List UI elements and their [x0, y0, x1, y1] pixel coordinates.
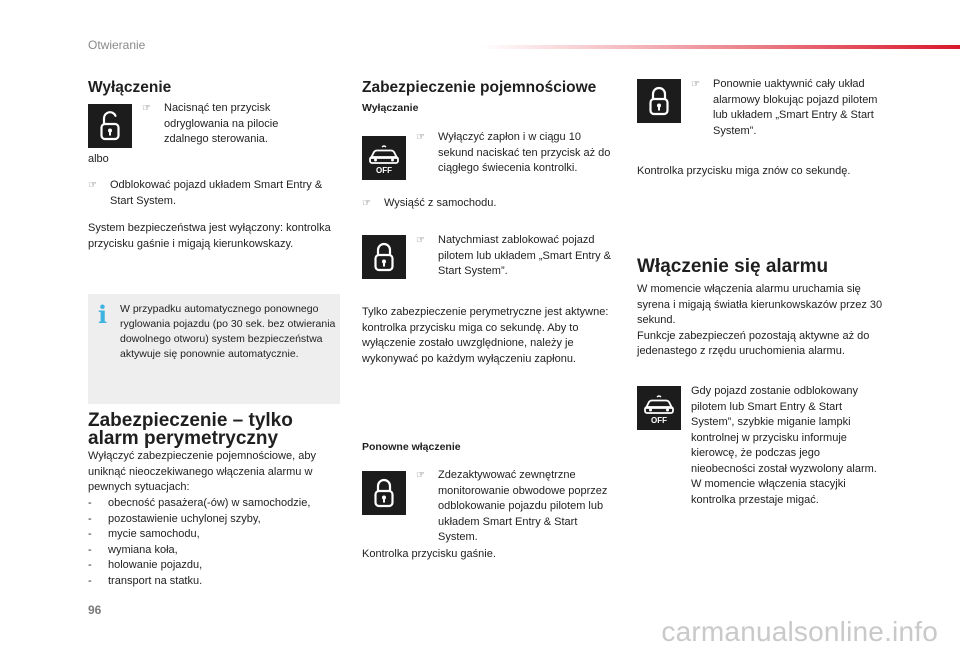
lock-closed-icon	[637, 79, 681, 123]
heading-capacitive: Zabezpieczenie pojemnościowe	[362, 79, 597, 96]
indicator-off-text: Kontrolka przycisku gaśnie.	[362, 548, 496, 560]
blink-again-text: Kontrolka przycisku miga znów co sekundę.	[637, 165, 851, 177]
auto-relock-note: W przypadku automatycznego ponownego ryglowania pojazdu (po 30 sek. bez otwierania dowolnego otworu) system bezpieczeństwa aktywuje się ponownie automatycznie.	[120, 303, 336, 360]
section-title: Otwieranie	[88, 38, 146, 52]
alarm-trigger-text: W momencie włączenia alarmu uruchamia się syrena i migają światła kierunkowskazów przez 30 sekund. Funkcje zabezpieczeń pozostają aktywne aż do jedenastego z rzędu uruchomienia alarmu.	[637, 283, 883, 357]
list-item: - transport na statku.	[88, 574, 342, 590]
list-item: - obecność pasażera(-ów) w samochodzie,	[88, 496, 342, 512]
exit-vehicle-instruction: ☞ Wysiąść z samochodu.	[362, 196, 612, 212]
reactivate-alarm-instruction: ☞ Ponownie uaktywnić cały układ alarmowy blokując pojazd pilotem lub układem „Smart Entry & Start System”.	[691, 77, 891, 139]
subheading-wylaczanie: Wyłączanie	[362, 102, 419, 114]
svg-text:OFF: OFF	[651, 416, 667, 425]
car-alarm-off-icon	[637, 386, 681, 430]
smart-entry-instruction: ☞ Odblokować pojazd układem Smart Entry & Start System.	[88, 178, 340, 209]
remote-unlock-instruction: ☞ Nacisnąć ten przycisk odryglowania na pilocie zdalnego sterowania.	[142, 101, 314, 148]
perimeter-situations-list	[88, 496, 342, 589]
system-disabled-text: System bezpieczeństwa jest wyłączony: kontrolka przycisku gaśnie i migają kierunkowskazy.	[88, 222, 331, 250]
car-alarm-off-icon	[362, 136, 406, 180]
lock-closed-icon	[362, 471, 406, 515]
info-icon: i	[98, 300, 108, 329]
reactivate-unlock-instruction: ☞ Zdezaktywować zewnętrzne monitorowanie obwodowe poprzez odblokowanie pojazdu pilotem lub układem Smart Entry & Start System.	[416, 468, 616, 546]
list-item: - wymiana koła,	[88, 543, 342, 559]
lock-open-icon	[88, 104, 132, 148]
list-item: - holowanie pojazdu,	[88, 558, 342, 574]
list-item: - mycie samochodu,	[88, 527, 342, 543]
perimeter-active-text: Tylko zabezpieczenie perymetryczne jest aktywne: kontrolka przycisku miga co sekundę. Aby to wyłączenie zostało uwzględnione, należy je wykonywać po każdym wyłączeniu zapłonu.	[362, 306, 609, 365]
heading-alarm-trigger: Włączenie się alarmu	[637, 256, 829, 277]
ignition-off-instruction: ☞ Wyłączyć zapłon i w ciągu 10 sekund naciskać ten przycisk aż do ciągłego świecenia kontrolki.	[416, 130, 616, 177]
heading-perimeter-line2: alarm perymetryczny	[88, 428, 279, 449]
subheading-ponowne: Ponowne włączenie	[362, 441, 461, 453]
lock-vehicle-instruction: ☞ Natychmiast zablokować pojazd pilotem lub układem „Smart Entry & Start System”.	[416, 233, 612, 280]
unlocked-alarm-info: Gdy pojazd zostanie odblokowany pilotem lub Smart Entry & Start System”, szybkie miganie lampki kontrolnej w przycisku informuje kierowcę, że podczas jego nieobecności został wyzwolony alarm. W momencie włączenia stacyjki kontrolka przestaje migać.	[691, 385, 877, 506]
heading-perimeter-line1: Zabezpieczenie – tylko	[88, 410, 293, 431]
perimeter-intro: Wyłączyć zabezpieczenie pojemnościowe, aby uniknąć nieoczekiwanego włączenia alarmu w pewnych sytuacjach:	[88, 450, 316, 493]
heading-wylaczenie: Wyłączenie	[88, 79, 172, 96]
watermark: carmanualsonline.info	[661, 616, 938, 647]
header-accent-bar	[480, 45, 960, 49]
lock-closed-icon	[362, 235, 406, 279]
list-item: - pozostawienie uchylonej szyby,	[88, 512, 342, 528]
page-number: 96	[88, 603, 102, 617]
or-label: albo	[88, 153, 109, 165]
svg-text:OFF: OFF	[376, 166, 392, 175]
